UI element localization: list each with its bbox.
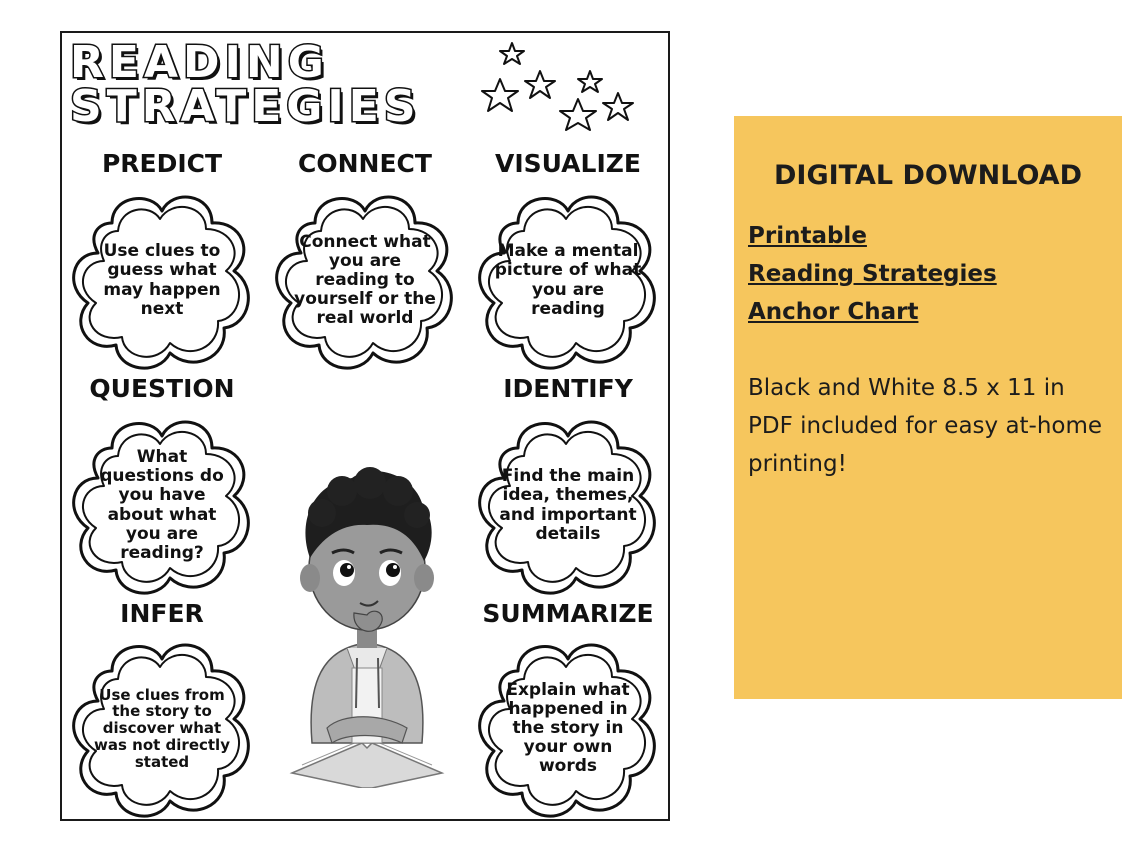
text-visualize: Make a mental picture of what you are reading	[494, 241, 642, 319]
cloud-infer	[62, 631, 262, 826]
heading-summarize: SUMMARIZE	[482, 599, 654, 628]
stars-icon	[480, 41, 640, 131]
cloud-summarize	[468, 631, 668, 826]
product-link-line3[interactable]: Anchor Chart	[748, 299, 919, 325]
heading-connect: CONNECT	[298, 149, 432, 178]
heading-visualize: VISUALIZE	[495, 149, 641, 178]
thinking-boy-illustration	[282, 443, 452, 788]
text-identify: Find the main idea, themes, and important details	[499, 466, 637, 544]
poster-title-line2: STRATEGIES	[70, 81, 421, 132]
poster-title-line1: READING	[70, 37, 329, 88]
cloud-identify	[468, 408, 668, 603]
product-link-line1[interactable]: Printable	[748, 223, 867, 249]
heading-question: QUESTION	[89, 374, 235, 403]
heading-infer: INFER	[120, 599, 204, 628]
cloud-question	[62, 408, 262, 603]
text-infer: Use clues from the story to discover what was not directly stated	[94, 685, 230, 771]
cloud-predict	[62, 183, 262, 378]
heading-predict: PREDICT	[101, 149, 223, 178]
heading-identify: IDENTIFY	[503, 374, 633, 403]
cloud-connect	[265, 183, 465, 378]
product-link-line2[interactable]: Reading Strategies	[748, 261, 997, 287]
card-description: Black and White 8.5 x 11 in PDF included for easy at-home printing!	[748, 375, 1103, 477]
text-connect: Connect what you are reading to yourself or the real world	[294, 231, 436, 329]
text-summarize: Explain what happened in the story in your own words	[506, 679, 630, 777]
digital-download-card	[734, 116, 1122, 699]
text-question: What questions do you have about what you are reading?	[100, 447, 224, 563]
card-heading: DIGITAL DOWNLOAD	[773, 160, 1082, 191]
text-predict: Use clues to guess what may happen next	[103, 241, 221, 319]
anchor-chart-poster	[60, 31, 670, 821]
cloud-visualize	[468, 183, 668, 378]
